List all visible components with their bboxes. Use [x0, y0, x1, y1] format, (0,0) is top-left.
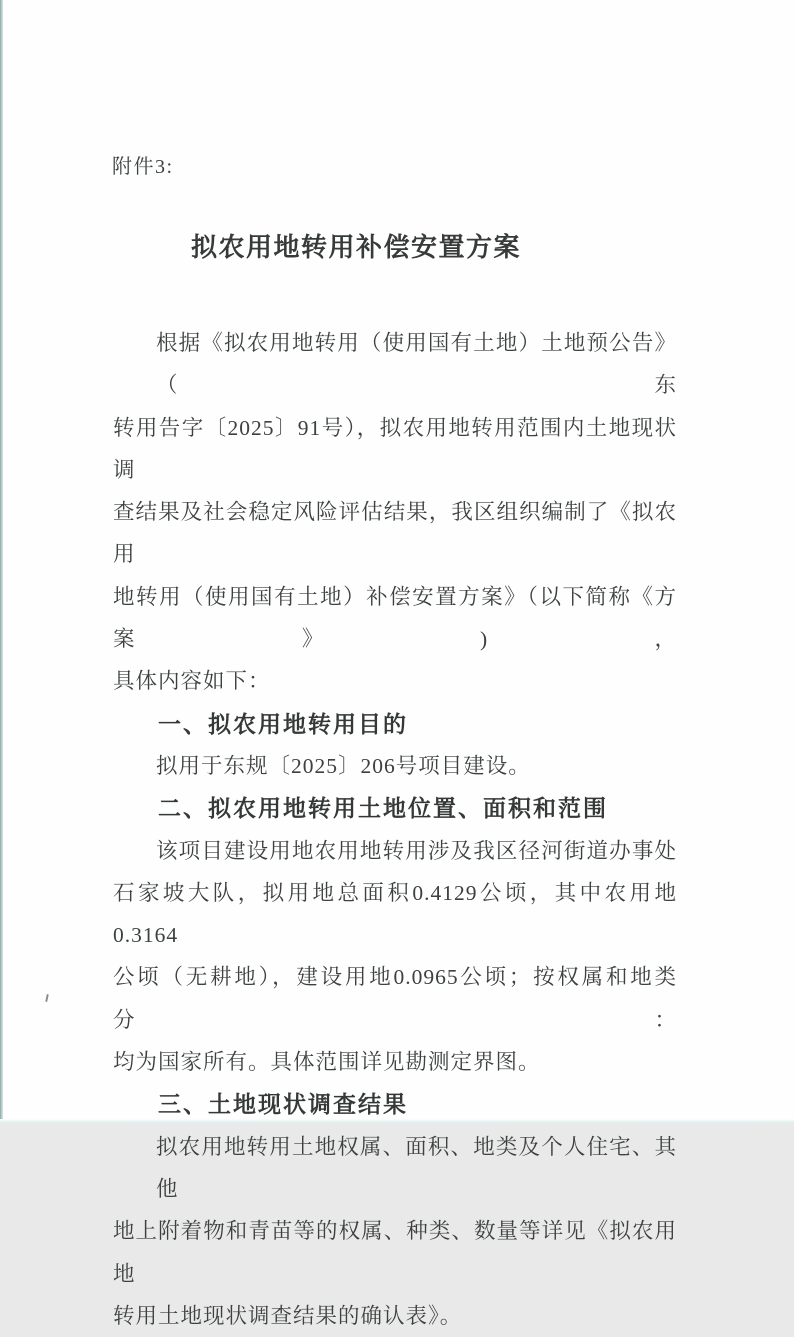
document-body	[113, 322, 677, 1337]
section-heading: 一、拟农用地转用目的	[158, 710, 408, 737]
body-line: 拟用于东规〔2025〕206号项目建设。	[156, 753, 531, 778]
body-line: 石家坡大队，拟用地总面积0.4129公顷，其中农用地0.3164	[113, 880, 677, 948]
scan-edge-left	[0, 0, 3, 1123]
body-line: 公顷（无耕地），建设用地0.0965公顷；按权属和地类分：	[113, 965, 677, 1032]
body-line: 拟农用地转用土地权属、面积、地类及个人住宅、其他	[156, 1134, 677, 1201]
body-line: 转用土地现状调查结果的确认表》。	[113, 1303, 463, 1328]
attachment-label: 附件3:	[112, 156, 174, 178]
body-line: 地转用（使用国有土地）补偿安置方案》（以下简称《方案》)，	[113, 584, 677, 652]
body-line: 具体内容如下：	[113, 669, 271, 694]
body-line: 均为国家所有。具体范围详见勘测定界图。	[113, 1050, 541, 1075]
section-heading: 二、拟农用地转用土地位置、面积和范围	[158, 795, 608, 822]
document-title: 拟农用地转用补偿安置方案	[190, 232, 521, 262]
body-line: 地上附着物和青苗等的权属、种类、数量等详见《拟农用地	[113, 1219, 677, 1286]
body-line: 该项目建设用地农用地转用涉及我区径河街道办事处	[156, 838, 677, 863]
section-heading: 三、土地现状调查结果	[158, 1091, 408, 1118]
scan-edge-bottom	[0, 1119, 794, 1123]
body-line: 查结果及社会稳定风险评估结果，我区组织编制了《拟农用	[113, 500, 677, 567]
body-line: 根据《拟农用地转用（使用国有土地）土地预公告》（东	[156, 331, 677, 398]
body-line: 转用告字〔2025〕91号），拟农用地转用范围内土地现状调	[113, 415, 677, 482]
ink-speck	[45, 994, 49, 1002]
